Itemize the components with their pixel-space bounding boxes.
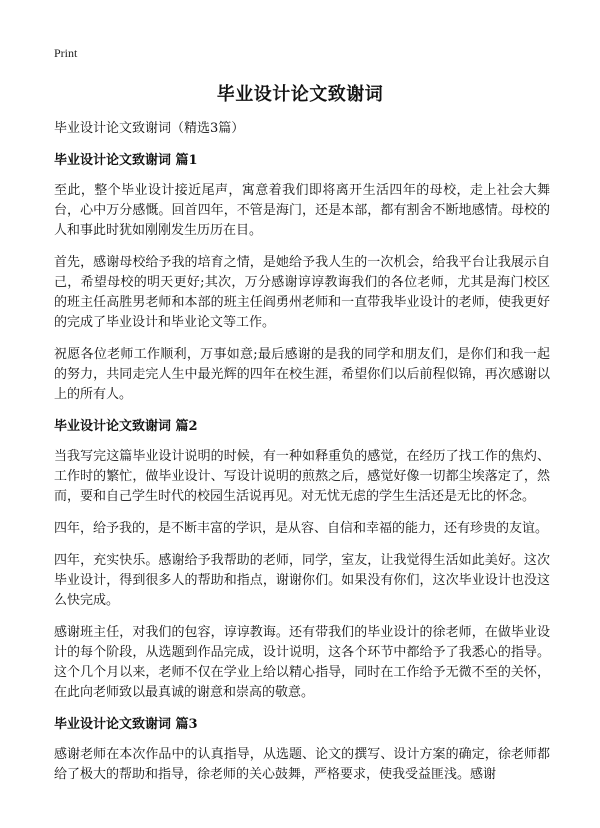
print-link[interactable]: Print <box>54 46 78 60</box>
paragraph: 感谢班主任，对我们的包容，谆谆教诲。还有带我们的毕业设计的徐老师，在做毕业设计的每个阶段，从选题到作品完成，设计说明，这各个环节中都给予了我悉心的指导。这个几个月以来，老师不仅在学业上给以精心指导，同时在工作给予无微不至的关怀，在此向老师致以最真诚的谢意和崇高的敬意。 <box>54 625 550 700</box>
document-body <box>54 119 550 797</box>
paragraph: 四年，充实快乐。感谢给予我帮助的老师，同学，室友，让我觉得生活如此美好。这次毕业设计，得到很多人的帮助和指点，谢谢你们。如果没有你们，这次毕业设计也没这么快完成。 <box>54 553 550 608</box>
section-1 <box>54 151 550 405</box>
section-heading: 毕业设计论文致谢词 篇3 <box>54 717 198 732</box>
section-3 <box>54 715 550 785</box>
paragraph: 至此，整个毕业设计接近尾声，寓意着我们即将离开生活四年的母校，走上社会大舞台，心中万分感慨。回首四年，不管是海门，还是本部，都有割舍不断地感情。母校的人和事此时犹如刚刚发生历历在目。 <box>54 183 550 238</box>
paragraph: 四年，给予我的，是不断丰富的学识，是从容、自信和幸福的能力，还有珍贵的友谊。 <box>54 521 549 536</box>
section-heading: 毕业设计论文致谢词 篇1 <box>54 153 198 168</box>
paragraph: 感谢老师在本次作品中的认真指导，从选题、论文的撰写、设计方案的确定，徐老师都给了极大的帮助和指导，徐老师的关心鼓舞，严格要求，使我受益匪浅。感谢 <box>54 747 550 782</box>
paragraph: 首先，感谢母校给予我的培育之情，是她给予我人生的一次机会，给我平台让我展示自己，希望母校的明天更好;其次，万分感谢谆谆教诲我们的各位老师，尤其是海门校区的班主任高胜男老师和本部的班主任阎勇州老师和一直带我毕业设计的老师，使我更好的完成了毕业设计和毕业论文等工作。 <box>54 255 550 330</box>
section-heading: 毕业设计论文致谢词 篇2 <box>54 419 198 434</box>
paragraph: 当我写完这篇毕业设计说明的时候，有一种如释重负的感觉，在经历了找工作的焦灼、工作时的繁忙，做毕业设计、写设计说明的煎熬之后，感觉好像一切都尘埃落定了，然而，要和自己学生时代的校园生活说再见。对无忧无虑的学生生活还是无比的怀念。 <box>54 449 550 504</box>
page-title: 毕业设计论文致谢词 <box>216 84 384 105</box>
document-subtitle: 毕业设计论文致谢词（精选3篇） <box>54 121 245 136</box>
paragraph: 祝愿各位老师工作顺利，万事如意;最后感谢的是我的同学和朋友们，是你们和我一起的努力，共同走完人生中最光辉的四年在校生涯，希望你们以后前程似锦，再次感谢以上的所有人。 <box>54 347 550 402</box>
section-2 <box>54 417 550 703</box>
